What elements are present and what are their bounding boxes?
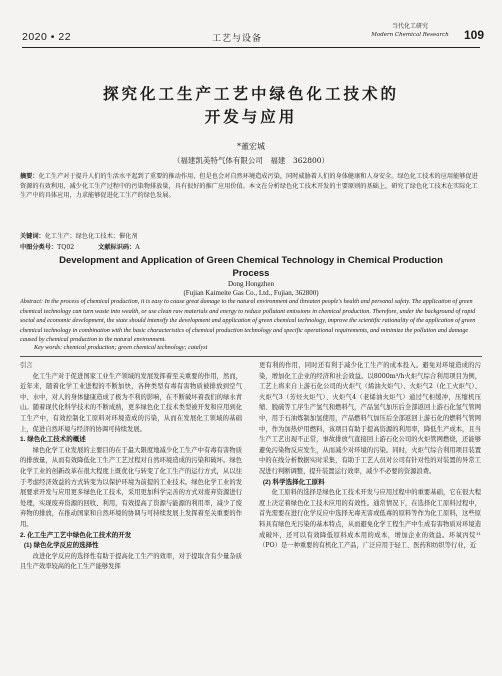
affiliation: （福建凯美特气体有限公司 福建 362800） xyxy=(172,156,330,165)
keywords-text: 化工生产；绿色化工技术；催化剂 xyxy=(44,233,138,240)
section-name: 工艺与设备 xyxy=(212,34,263,44)
article-title-line2: 开发与应用 xyxy=(204,107,298,126)
header-rule xyxy=(22,47,480,48)
abstract-label: 摘要： xyxy=(20,173,39,180)
section-heading: 2. 化工生产工艺中绿色化工技术的开发 xyxy=(20,531,132,539)
paragraph: 改进化学反应的选择性有助于提高化工生产的效率，对于提取含有少量杂质且生产效率较高的化工生产能够发挥 xyxy=(20,552,242,571)
doc-code-value: A xyxy=(135,244,140,251)
subsection-heading: (1) 绿色化学反应的选择性 xyxy=(23,542,99,550)
paragraph-start: 引言 xyxy=(20,362,33,369)
clc-value: TQ02 xyxy=(57,244,75,251)
page-number: 109 xyxy=(464,28,485,42)
abstract-rule xyxy=(20,356,482,357)
body-left-column xyxy=(20,361,242,573)
english-title-line1: Development and Application of Green Chemical Technology in Chemical Production xyxy=(59,255,443,266)
classification xyxy=(20,242,140,251)
journal-name xyxy=(360,23,460,39)
subsection-heading: (2) 科学选择化工原料 xyxy=(262,478,325,486)
clc-label: 中图分类号： xyxy=(20,244,58,251)
journal-name-cn: 当代化工研究 xyxy=(391,23,428,30)
keywords xyxy=(20,231,138,240)
section-heading: 1. 绿色化工技术的概述 xyxy=(20,436,86,444)
english-title-line2: Process xyxy=(232,268,270,279)
abstract-text: 化工生产对于提升人们的生活水平起到了重要的推动作用，但是也会对自然环境造成污染，同时威胁着人们的身体健康和人身安全。绿色化工技术的应用能够促进资源的有效利用，减少化工生产过程中的污染物排放量，具有很好的推广应用价值。本文在分析绿色化工技术开发的主要原则的基础上，研究了绿色化工技术在实际化工生产中的具体应用，力求能够促进化工生产的绿色发展。 xyxy=(20,173,478,200)
english-affiliation: (Fujian Kaimeite Gas Co., Ltd., Fujian, 362800) xyxy=(183,289,319,297)
paragraph-start: 更有利的作用，同时还有利于减少化工生产的成本投入。避免对环境造成的污染，增加化工企业的经济和社会效益。以8000m³/h火炬气综合利用项目为例，工艺上将来自上游石化公司的火炬气（烯油火炬气）、火炬气2（化工火炬气）、火炬气3（芳烃火炬气）、火炬气4（老烯油火炬气）通过气柜缓冲，压缩机压缩、脱硫等工序生产氢气和燃料气，产品氢气加压后全部返回上游石化氢气管网中，用于石油炼制加氢使用，产品燃料气加压后全部返回上游石化的燃料气管网中，作为加热炉用燃料，该项目有助于提高资源的利用率，降低生产成本，且当生产工艺出现不正常，事故排放气直接回上游石化公司的火炬管网燃烧，还能够避免污染物反应发生，从而减少对环境的污染。同时，火炬气综合利用项目装置中的在线分析数据实时采集，有助于工艺人员对公司有针对性的对装置的异常工况进行判断调整，提升装置运行效率，减少不必要的资源浪费。 xyxy=(259,362,481,475)
author: *董宏城 xyxy=(237,142,265,151)
body-right-column xyxy=(259,361,481,552)
keywords-label: 关键词： xyxy=(20,233,45,240)
article-title-line1: 探究化工生产工艺中绿色化工技术的 xyxy=(102,84,399,103)
paragraph: 化工原料的选择是绿色化工技术开发与应用过程中的重要基础，它在很大程度上决定着绿色化工技术应用的有效性。通常情况下，在选择化工原料过程中，首先需要在进行化学反应中选择无毒无害或低毒的原料等作为化工原料，这些原料具有绿色无污染的基本特点，从而避免化学工程生产中生成有害物质对环境造成破坏，还可以有效降低原料成本用的成本，增加企业的效益。环氧丙烷¹¹（PO）是一种重要的有机化工产品，广泛应用于轻工、医药和纺织等行业，近 xyxy=(259,489,481,550)
english-author: Dong Hongzhen xyxy=(227,280,275,288)
english-abstract: Abstract: In the process of chemical production, it is easy to cause great damage to the natural environment and threaten people's health and personal safety. The application of green chemical technology can turn waste into wealth, or use clean raw materials and energy to reduce pollutant emissions in chemical production. Therefore, under the background of rapid social and economic development, the state should intensify the development and application of green chemical technology, improve the scientific rationality of the application of green chemical technology in combination with the basic characteristics of chemical production technology and specific operational requirements, and minimize the pollution and damage caused by chemical production to the natural environment. xyxy=(20,298,476,344)
paragraph: 绿色化学工业发展的主要目的在于最大限度地减少化工生产中有毒有害物质的排放量，从而有效降低化工生产工艺过程对自然环境造成的污染和破坏。绿色化学工业的创新改革在很大程度上既优化与转变了化工生产的运行方式，从以往于考虑经济效益的方式转变为以保护环境为前提的工业技术。绿色化学工业的发展要求开发与应用更多绿色化工技术，采用更加科学完善的方式对废弃资源进行处理，实现废弃资源的回收、利用，有效提高了资源与能源的利用率，减少了废弃物的排放，在推动国家和自然环境的协调与可持续发展上发挥着至关重要的作用。 xyxy=(20,446,242,528)
issue-number: 2020 • 22 xyxy=(22,31,72,43)
doc-code-label: 文献标识码： xyxy=(98,244,136,251)
journal-name-en: Modern Chemical Research xyxy=(371,32,449,38)
abstract xyxy=(20,172,482,201)
english-keywords: Key words: chemical production; green chemical technology; catalyst xyxy=(34,344,208,351)
page-header xyxy=(0,0,502,46)
paragraph: 化工生产对于促进国家工业生产领域的发展发挥着至关重要的作用，然而，近年来，随着化学工业进程的不断加快，各种类型有毒有害物质被排放到空气中、水中，对人的身体健康造成了极为不利的影响，在不断破坏着我们的绿水青山。随着现代化科学技术的不断成熟，更多绿色化工技术类型被开发和应用到化工生产中，有效控制化工原料对环境造成的污染，从而在发展化工领域的基础上，促进自然环境与经济的协调可持续发展。 xyxy=(20,372,242,433)
